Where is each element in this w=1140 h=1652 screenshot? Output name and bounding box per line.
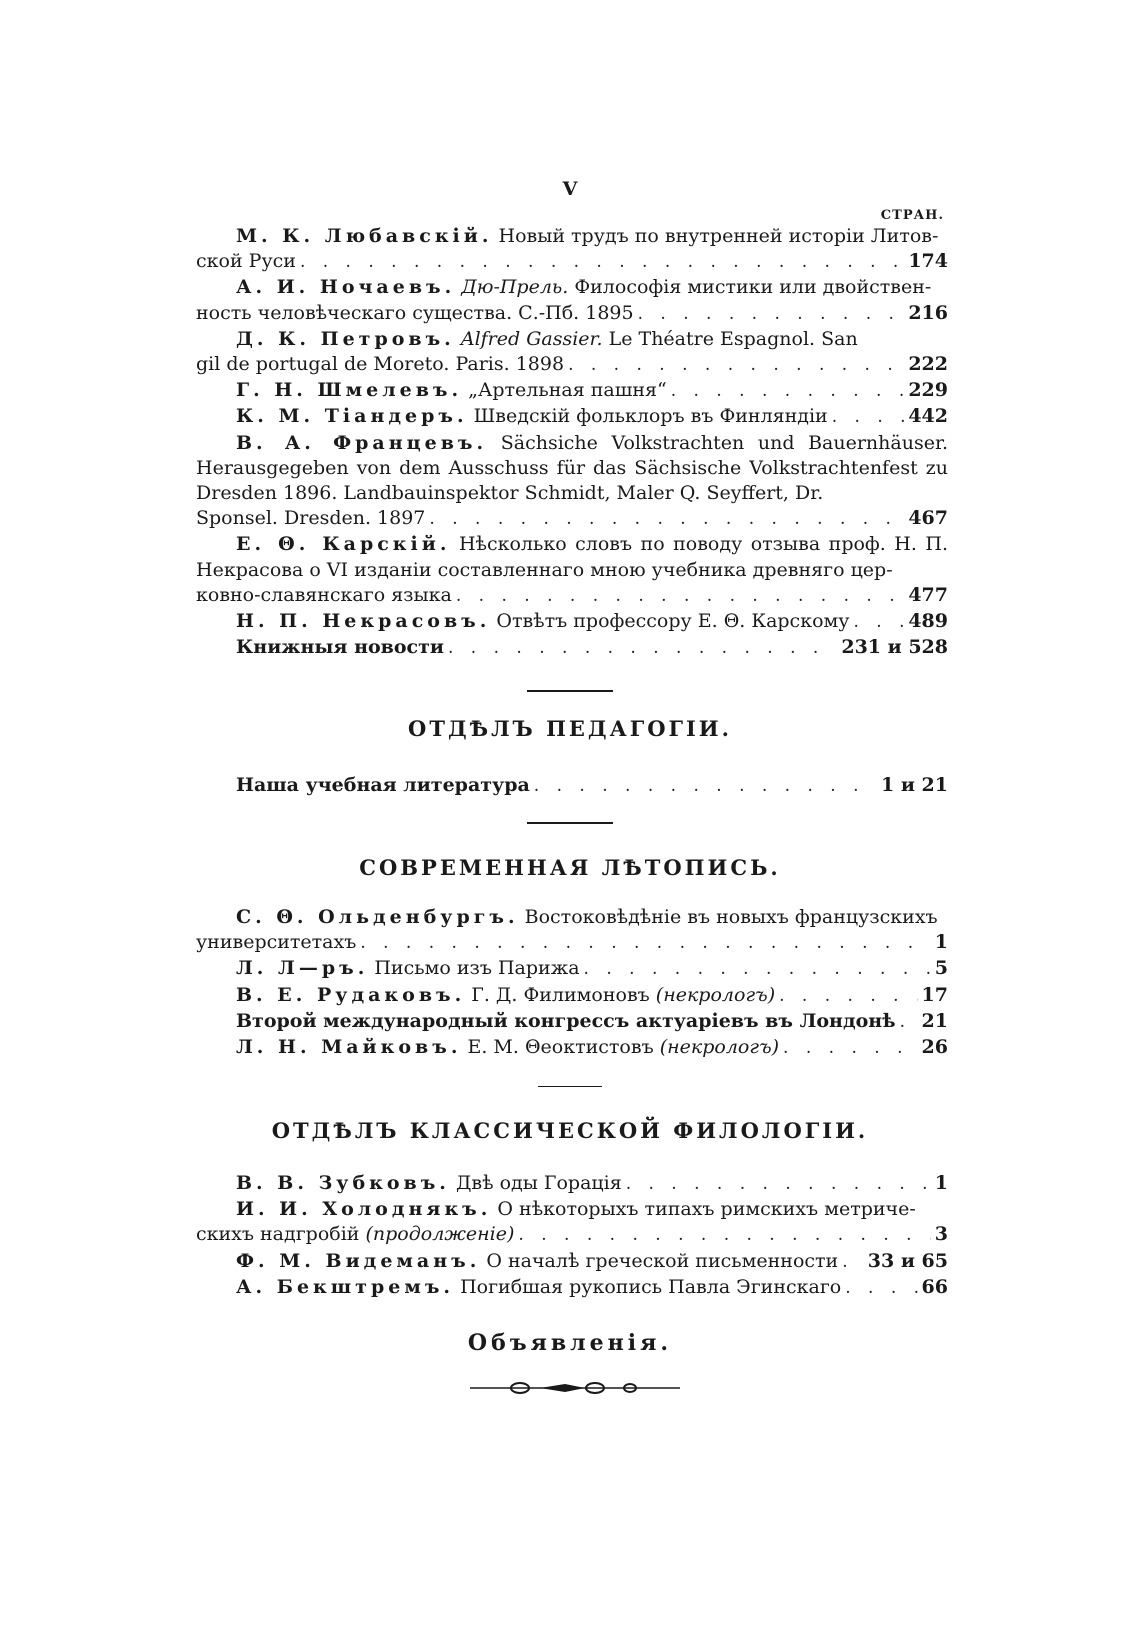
section-divider [527,822,613,824]
list-item[interactable]: Книжныя новости . . . 231 и 528 [196,635,948,661]
list-item[interactable]: С. Θ. Ольденбургъ. Востоковѣдѣніе въ новыхъ французскихъ университетахъ . . . 1 [196,905,948,956]
list-item[interactable]: Ф. М. Видеманъ. О началѣ греческой письменности . . . 33 и 65 [196,1249,948,1275]
list-item[interactable]: А. И. Ночаевъ. Дю-Прель. Философія мистики или двойствен- ность человѣческаго существа. С.-Пб. 1895 . . . 216 [196,275,948,326]
list-item[interactable]: В. В. Зубковъ. Двѣ оды Горація . . . 1 [196,1171,948,1197]
list-item[interactable]: Н. П. Некрасовъ. Отвѣтъ профессору Е. Θ. Карскому . . . 489 [196,609,948,635]
list-item[interactable]: А. Бекштремъ. Погибшая рукопись Павла Эгинскаго . . . 66 [196,1275,948,1301]
section-divider [538,1086,602,1087]
list-item[interactable]: Наша учебная литература . . . 1 и 21 [196,773,948,799]
list-item[interactable]: Г. Н. Шмелевъ. „Артельная пашня“ . . . 229 [196,378,948,404]
list-item[interactable]: И. И. Холоднякъ. О нѣкоторыхъ типахъ римскихъ метриче- скихъ надгробій (продолженіе) . . . 3 [196,1197,948,1248]
criticism-list [196,224,948,661]
list-item[interactable]: Второй международный конгрессъ актуаріевъ въ Лондонѣ . . . 21 [196,1009,948,1035]
chronicle-list [196,905,948,1061]
list-item[interactable]: В. Е. Рудаковъ. Г. Д. Филимоновъ (некрологъ) . . . 17 [196,983,948,1009]
section-title-chronicle: СОВРЕМЕННАЯ ЛѢТОПИСЬ. [359,855,781,880]
section-divider [527,690,613,692]
pedagogy-list [196,773,948,799]
page-number: V [562,178,578,200]
ornament-divider [470,1378,680,1398]
list-item[interactable]: Л. Н. Майковъ. Е. М. Θеоктистовъ (некрологъ) . . . 26 [196,1035,948,1061]
list-item[interactable]: К. М. Тіандеръ. Шведскій фольклоръ въ Финляндіи . . . 442 [196,404,948,430]
list-item[interactable]: Л. Л—ръ. Письмо изъ Парижа . . . 5 [196,956,948,982]
announcements-title: Объявленія. [467,1330,673,1356]
section-title-pedagogy: ОТДѢЛЪ ПЕДАГОГІИ. [408,716,732,741]
list-item[interactable]: Е. Θ. Карскій. Нѣсколько словъ по поводу отзыва проф. Н. П. Некрасова о VI изданіи составленнаго мною учебника древняго цер- ковно-славянскаго языка . . . 477 [196,532,948,609]
list-item[interactable]: М. К. Любавскій. Новый трудъ по внутренней исторіи Литов- ской Руси . . . 174 [196,224,948,275]
section-title-classics: ОТДѢЛЪ КЛАССИЧЕСКОЙ ФИЛОЛОГІИ. [271,1118,869,1143]
list-item[interactable]: В. А. Францевъ. Sächsiche Volkstrachten und Bauernhäuser. Herausgegeben von dem Ausschuss für das Sächsische Volkstrachtenfest zu Dresden 1896. Landbauinspektor Schmidt, Maler Q. Seyffert, Dr. Sponsel. Dresden. 1897 . . . 467 [196,431,948,533]
column-heading: СТРАН. [880,208,944,223]
classics-list [196,1171,948,1301]
list-item[interactable]: Д. К. Петровъ. Alfred Gassier. Le Théatre Espagnol. San gil de portugal de Moreto. Paris. 1898 . . . 222 [196,327,948,378]
